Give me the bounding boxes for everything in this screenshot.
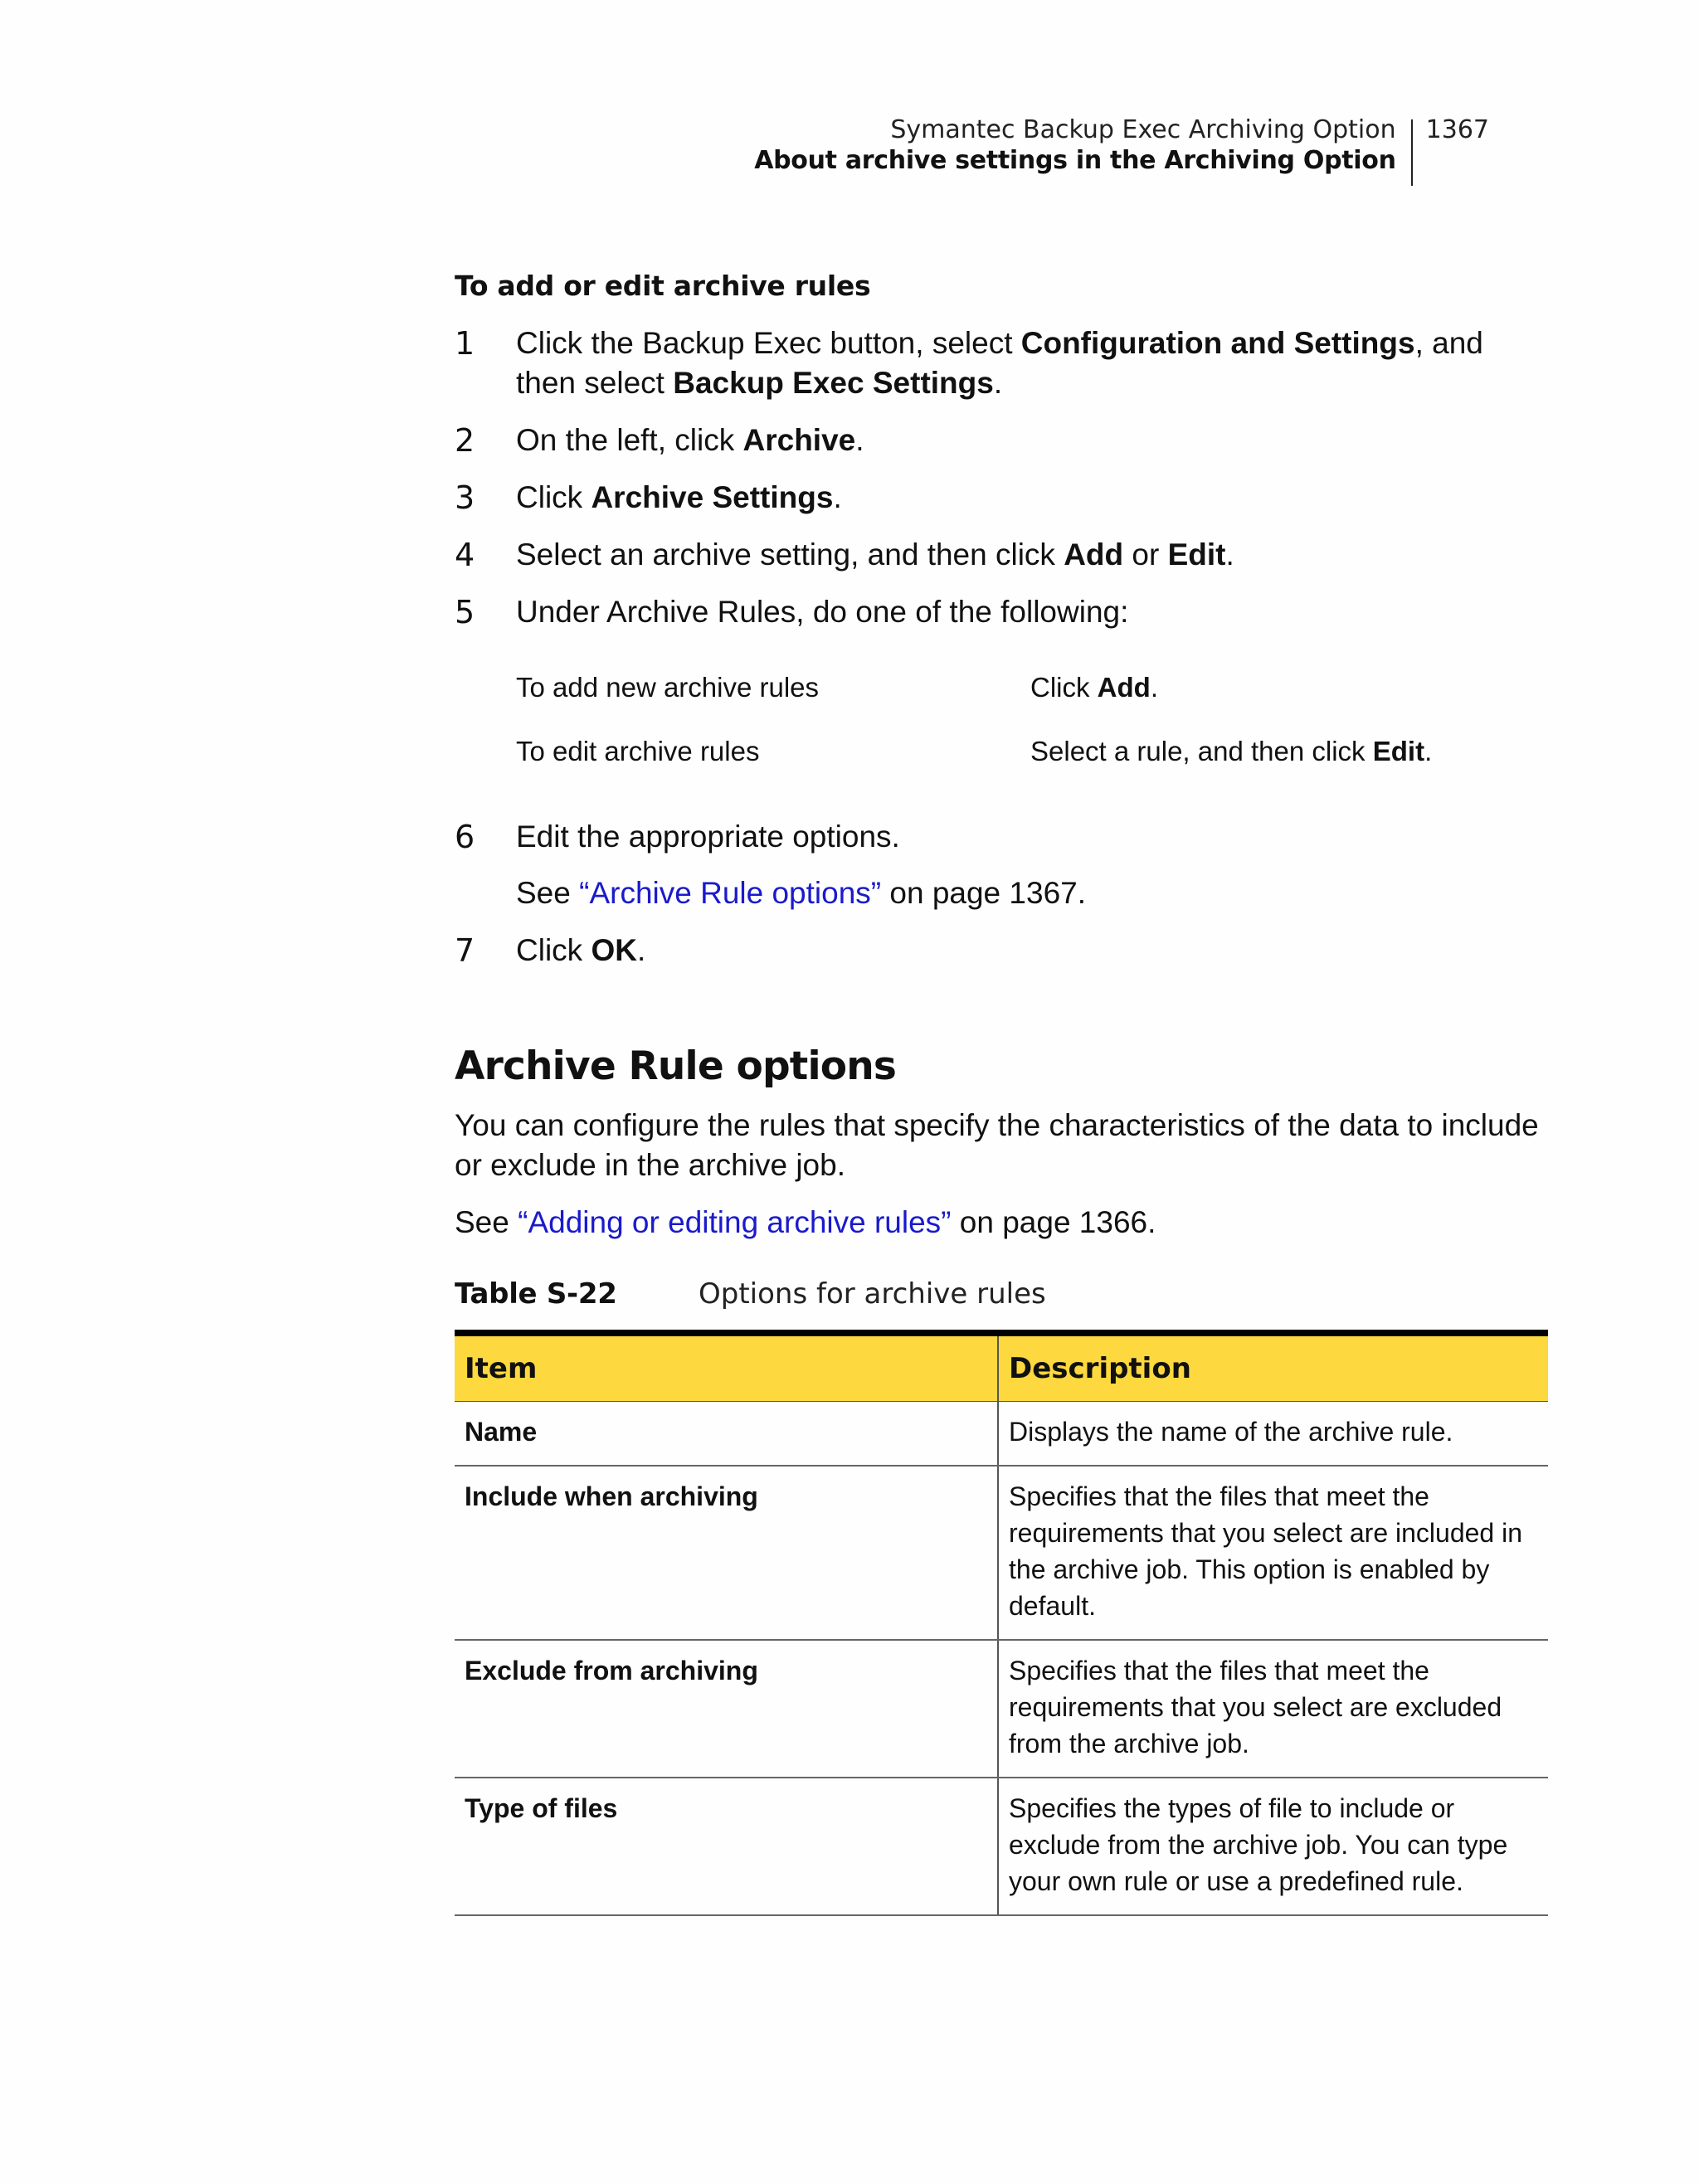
- table-caption: [455, 1277, 1046, 1311]
- step-number: 7: [455, 932, 475, 969]
- step-text: Under Archive Rules, do one of the following:: [516, 595, 1129, 629]
- choice-row: [516, 734, 1550, 769]
- step-number: 6: [455, 819, 475, 855]
- header-section: About archive settings in the Archiving Option: [754, 146, 1396, 175]
- step-number: 5: [455, 594, 475, 630]
- cross-reference-link[interactable]: “Adding or editing archive rules”: [518, 1205, 952, 1239]
- step-3: [455, 478, 1550, 518]
- ui-term: Add: [1064, 537, 1124, 572]
- step-text: Click the Backup Exec button, select: [516, 326, 1021, 360]
- running-header-text: [754, 114, 1410, 186]
- row-item: Exclude from archiving: [455, 1640, 998, 1778]
- choice-situation: To edit archive rules: [516, 736, 760, 766]
- column-header-description: Description: [998, 1333, 1548, 1402]
- table-label: Table S-22: [455, 1277, 617, 1311]
- step-number: 4: [455, 537, 475, 573]
- header-product: Symantec Backup Exec Archiving Option: [890, 115, 1396, 144]
- step-text: .: [855, 423, 864, 457]
- step-5: [455, 592, 1550, 769]
- ui-term: Archive: [742, 423, 856, 457]
- procedure-title: To add or edit archive rules: [455, 270, 871, 302]
- table-title: Options for archive rules: [699, 1277, 1046, 1311]
- step-text: .: [833, 480, 842, 514]
- step-number: 2: [455, 422, 475, 459]
- step-text: .: [993, 366, 1003, 400]
- step-text: or: [1123, 537, 1168, 572]
- table-row: [455, 1466, 1548, 1640]
- procedure-steps: [455, 323, 1550, 988]
- row-description: Specifies that the files that meet the requirements that you select are included in the archive job. This option is enabled by default.: [998, 1466, 1548, 1640]
- page-number: 1367: [1425, 115, 1489, 144]
- step-text: .: [1225, 537, 1234, 572]
- table-row: [455, 1778, 1548, 1915]
- see-also-text: on page 1366.: [951, 1205, 1156, 1239]
- section-paragraph: You can configure the rules that specify the characteristics of the data to include or exclude in the archive job.: [455, 1108, 1539, 1182]
- step-text: Edit the appropriate options.: [516, 820, 900, 854]
- choice-action-text: .: [1424, 736, 1433, 766]
- choice-action-text: Click: [1030, 672, 1098, 703]
- choice-row: [516, 670, 1550, 705]
- ui-term: Edit: [1372, 736, 1425, 766]
- step-text: .: [636, 933, 646, 967]
- options-table: [455, 1330, 1548, 1916]
- cross-reference-link[interactable]: “Archive Rule options”: [579, 876, 882, 910]
- column-header-item: Item: [455, 1333, 998, 1402]
- step-text: Click: [516, 480, 591, 514]
- step-2: [455, 421, 1550, 460]
- ui-term: Edit: [1167, 537, 1226, 572]
- choice-table: [516, 670, 1550, 769]
- table-row: [455, 1640, 1548, 1778]
- step-number: 1: [455, 325, 475, 362]
- see-also-text: on page 1367.: [881, 876, 1087, 910]
- see-also-text: See: [455, 1205, 518, 1239]
- row-item: Include when archiving: [455, 1466, 998, 1640]
- table-row: [455, 1402, 1548, 1467]
- step-text: Select an archive setting, and then click: [516, 537, 1064, 572]
- step-number: 3: [455, 479, 475, 516]
- step-7: [455, 931, 1550, 970]
- choice-situation: To add new archive rules: [516, 672, 820, 703]
- step-1: [455, 323, 1550, 403]
- see-also: [455, 1203, 1558, 1243]
- row-description: Specifies that the files that meet the requirements that you select are excluded from the archive job.: [998, 1640, 1548, 1778]
- see-also-text: See: [516, 876, 580, 910]
- choice-action: [1030, 734, 1550, 769]
- table-header-row: [455, 1333, 1548, 1402]
- step-text: On the left, click: [516, 423, 743, 457]
- choice-action-text: .: [1150, 672, 1158, 703]
- ui-term: Backup Exec Settings: [673, 366, 994, 400]
- row-description: Specifies the types of file to include or exclude from the archive job. You can type your own rule or use a predefined rule.: [998, 1778, 1548, 1915]
- ui-term: Add: [1097, 672, 1151, 703]
- row-description: Displays the name of the archive rule.: [998, 1402, 1548, 1467]
- ui-term: Archive Settings: [591, 480, 834, 514]
- step-6: [455, 817, 1550, 913]
- running-header: [754, 114, 1489, 186]
- step-text: Click: [516, 933, 591, 967]
- step-text: , and then select: [516, 326, 1483, 400]
- row-item: Name: [455, 1402, 998, 1467]
- ui-term: OK: [591, 933, 637, 967]
- choice-action: [1030, 670, 1550, 705]
- choice-action-text: Select a rule, and then click: [1030, 736, 1373, 766]
- step-4: [455, 535, 1550, 575]
- section-heading: Archive Rule options: [455, 1043, 897, 1089]
- section-body: [455, 1106, 1558, 1260]
- see-also: [516, 873, 1550, 913]
- row-item: Type of files: [455, 1778, 998, 1915]
- ui-term: Configuration and Settings: [1020, 326, 1415, 360]
